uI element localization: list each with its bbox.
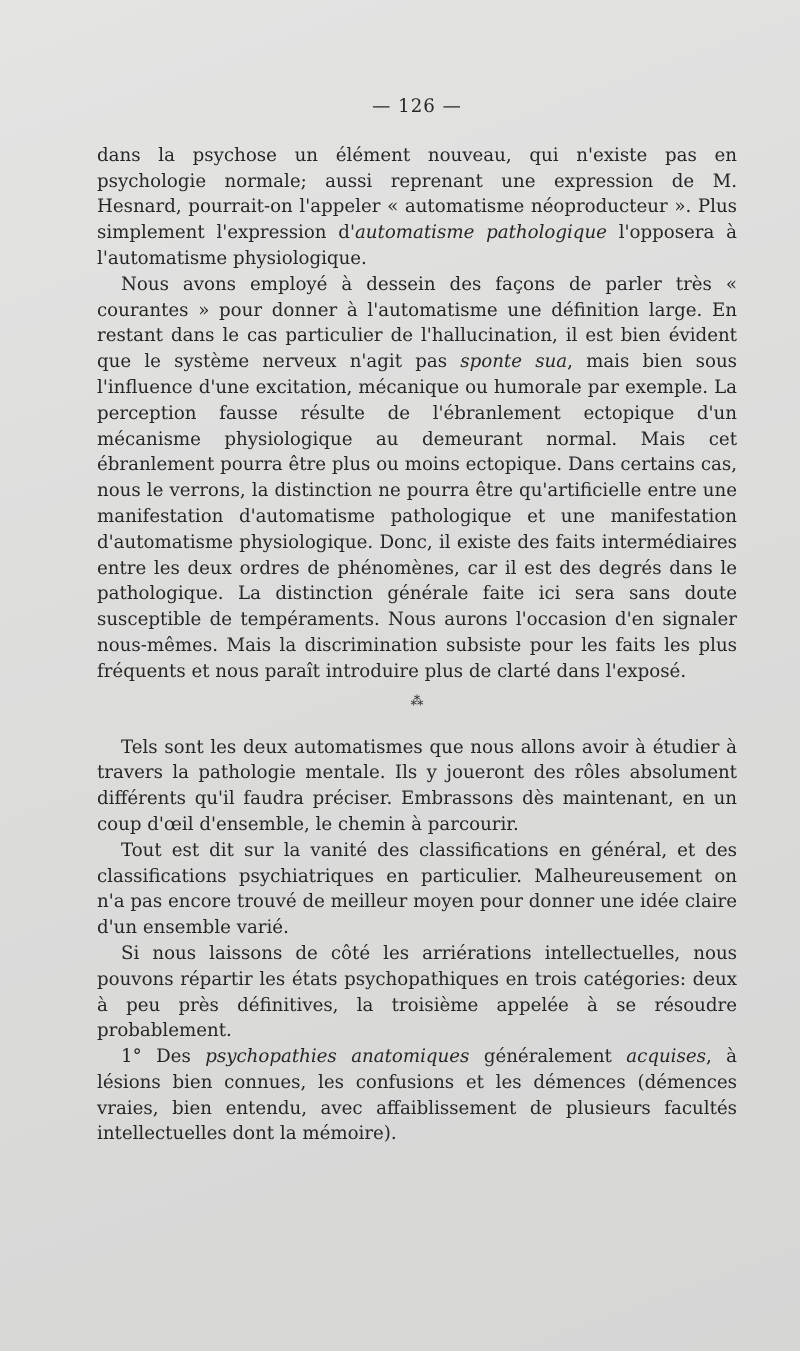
paragraph-6-text-2: généralement: [469, 1046, 627, 1068]
text-block: [97, 94, 737, 1147]
paragraph-2-italic-1: sponte sua: [460, 351, 568, 373]
paragraph-6: [97, 1044, 737, 1147]
paragraph-6-text-1: 1° Des: [121, 1046, 206, 1068]
paragraph-2: [97, 272, 737, 685]
paragraph-6-text-3: , à lésions bien connues, les confusions et les démences (démences vraies, bien entendu, avec affaiblissement de plusieurs facultés intellectuelles dont la mémoire).: [97, 1046, 737, 1145]
paragraph-6-italic-1: psychopathies anatomiques: [205, 1046, 470, 1068]
paragraph-2-text-2: , mais bien sous l'influence d'une excitation, mécanique ou humorale par exemple. La perception fausse résulte de l'ébranlement ectopique d'un mécanisme physiologique au demeurant normal. Mais cet ébranlement pourra être plus ou moins ectopique. Dans certains cas, nous le verrons, la distinction ne pourra être qu'artificielle entre une manifestation d'automatisme pathologique et une manifestation d'automatisme physiologique. Donc, il existe des faits intermédiaires entre les deux ordres de phénomènes, car il est des degrés dans le pathologique. La distinction générale faite ici sera sans doute susceptible de tempéraments. Nous aurons l'occasion d'en signaler nous-mêmes. Mais la discrimination subsiste pour les faits les plus fréquents et nous paraît introduire plus de clarté dans l'exposé.: [97, 351, 737, 682]
paragraph-6-italic-2: acquises: [626, 1046, 706, 1068]
paragraph-3: Tels sont les deux automatismes que nous allons avoir à étudier à travers la pathologie mentale. Ils y joueront des rôles absolument différents qu'il faudra préciser. Embrassons dès maintenant, en un coup d'œil d'ensemble, le chemin à parcourir.: [97, 736, 737, 835]
paragraph-5: Si nous laissons de côté les arriérations intellectuelles, nous pouvons répartir les états psychopathiques en trois catégories: deux à peu près définitives, la troisième appelée à se résoudre probablement.: [97, 942, 737, 1042]
paragraph-1-text-1: dans la psychose un élément nouveau, qui n'existe pas en psychologie normale; aussi reprenant une expression de M. Hesnard, pourrait-on l'appeler « automatisme néoproducteur ». Plus simplement l'expression d': [97, 144, 737, 244]
paragraph-1-text-2: l'opposera à l'automatisme physiologique.: [97, 222, 737, 269]
paragraph-2-text-1: Nous avons employé à dessein des façons de parler très « courantes » pour donner à l'automatisme une définition large. En restant dans le cas particulier de l'hallucination, il est bien évident que le système nerveux n'agit pas: [97, 273, 737, 373]
page-number: — 126 —: [372, 96, 462, 117]
section-separator: ⁂: [410, 693, 424, 709]
paragraph-1-italic-1: automatisme pathologique: [354, 222, 607, 244]
paragraph-4: Tout est dit sur la vanité des classifications en général, et des classifications psychiatriques en particulier. Malheureusement on n'a pas encore trouvé de meilleur moyen pour donner une idée claire d'un ensemble varié.: [97, 839, 737, 939]
paragraph-1: [97, 143, 737, 272]
